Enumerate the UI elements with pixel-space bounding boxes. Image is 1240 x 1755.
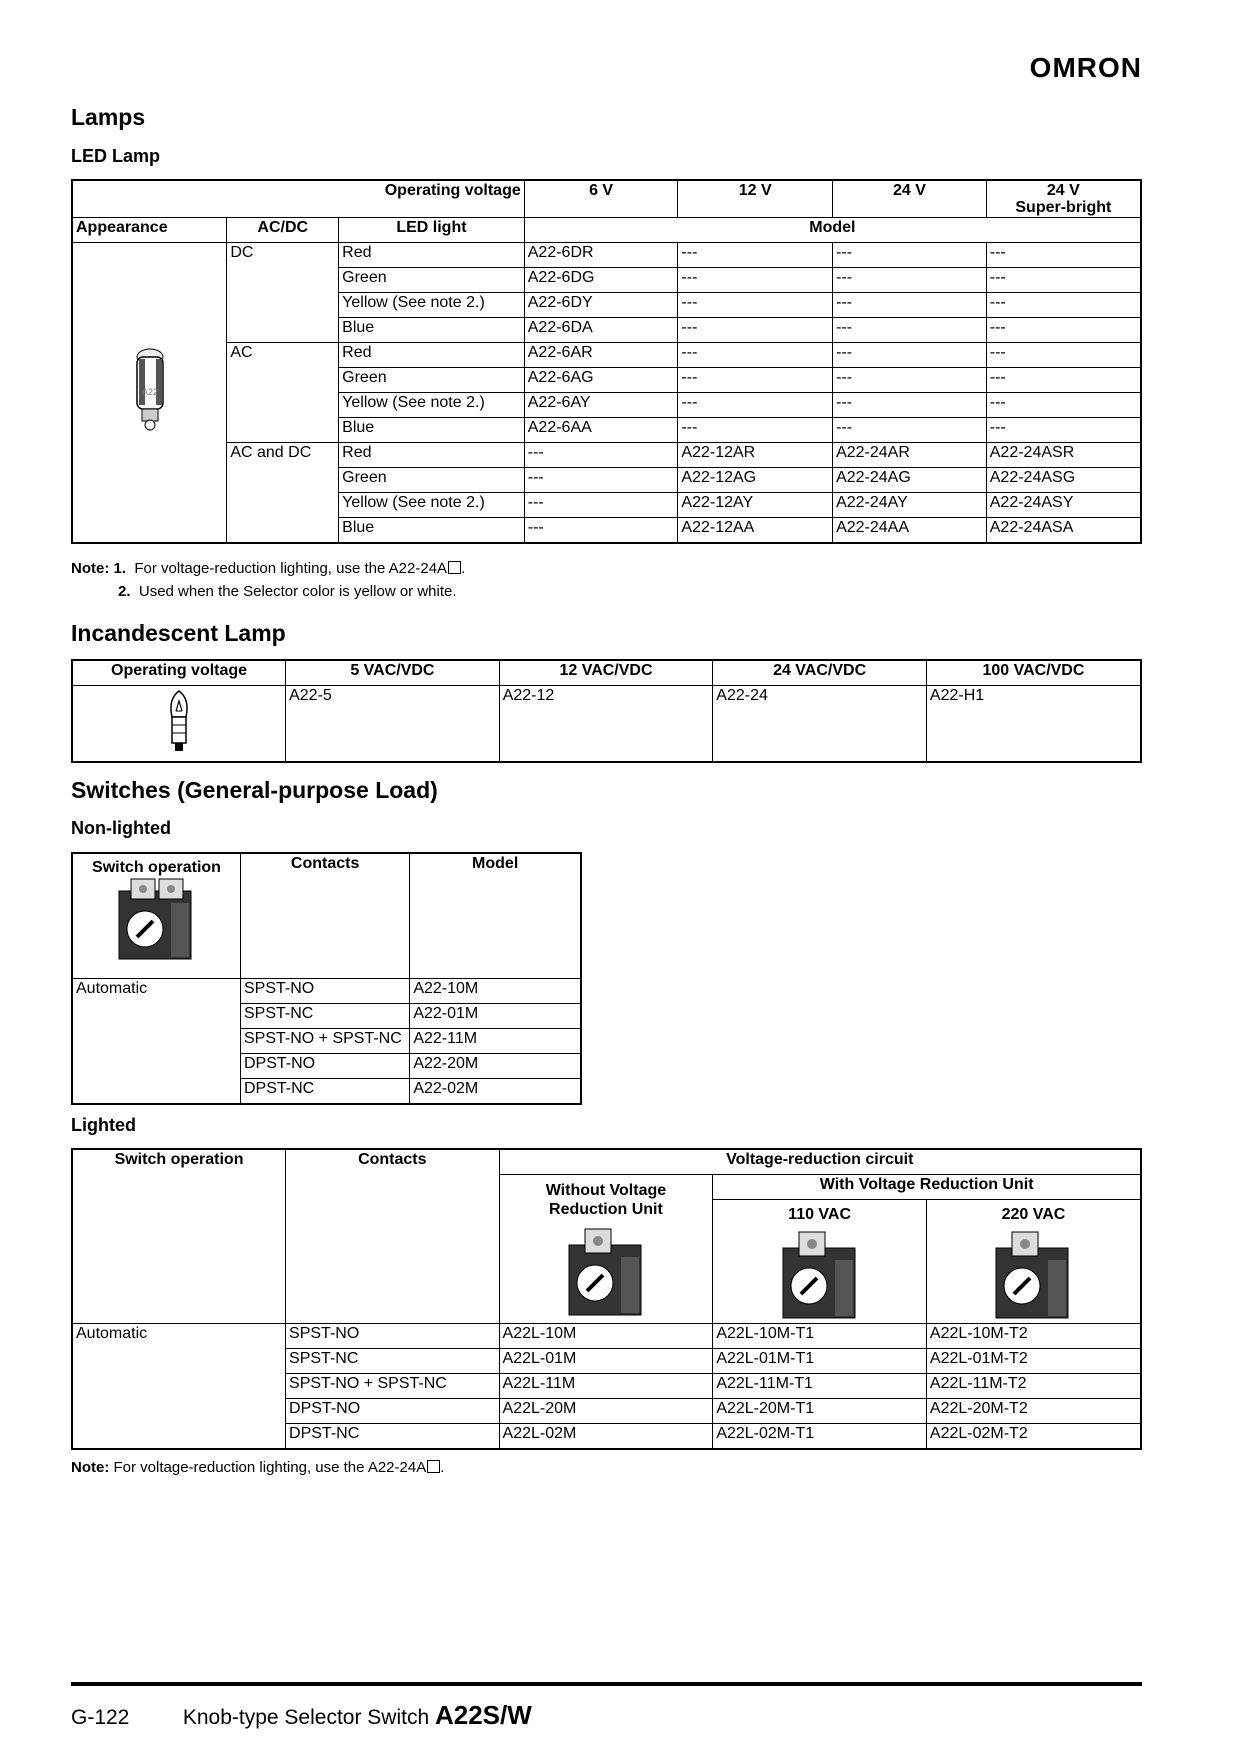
note-2-text: Used when the Selector color is yellow or white. bbox=[138, 583, 457, 600]
led-note-1: Note: 1. For voltage-reduction lighting, use the A22-24A . bbox=[71, 560, 466, 577]
l-hdr-without bbox=[499, 1175, 713, 1324]
model-24v-superbright: --- bbox=[986, 268, 1141, 293]
model-12v: --- bbox=[678, 418, 833, 443]
model-6v: --- bbox=[524, 468, 678, 493]
incandescent-table bbox=[71, 659, 1142, 763]
nl-model: A22-10M bbox=[410, 978, 581, 1003]
model-24v-superbright: A22-24ASA bbox=[986, 518, 1141, 544]
model-6v: --- bbox=[524, 443, 678, 468]
model-24v: --- bbox=[833, 243, 987, 268]
hdr-24v-superbright bbox=[986, 180, 1141, 218]
model-24v: A22-24AR bbox=[833, 443, 987, 468]
l-model-without: A22L-11M bbox=[499, 1374, 713, 1399]
l-hdr-with: With Voltage Reduction Unit bbox=[713, 1175, 1141, 1200]
square-symbol-icon bbox=[427, 1460, 440, 1473]
l-contacts: DPST-NC bbox=[286, 1424, 500, 1450]
table-row bbox=[72, 243, 1141, 268]
switch-note-label: Note: bbox=[71, 1459, 110, 1476]
page-number: G-122 bbox=[71, 1706, 130, 1729]
led-color: Red bbox=[339, 343, 525, 368]
hdr-6v: 6 V bbox=[524, 180, 678, 218]
l-contacts: SPST-NO bbox=[286, 1324, 500, 1349]
hdr-24v: 24 V bbox=[833, 180, 987, 218]
incandescent-heading: Incandescent Lamp bbox=[71, 620, 286, 646]
footer-rule bbox=[71, 1682, 1142, 1686]
l-model-220: A22L-02M-T2 bbox=[926, 1424, 1141, 1450]
l-model-110: A22L-10M-T1 bbox=[713, 1324, 927, 1349]
nonlighted-heading: Non-lighted bbox=[71, 818, 171, 838]
model-6v: A22-6AG bbox=[524, 368, 678, 393]
nl-model: A22-02M bbox=[410, 1078, 581, 1104]
nl-hdr-contacts: Contacts bbox=[240, 853, 409, 978]
table-row bbox=[72, 1324, 1141, 1349]
model-24v: --- bbox=[833, 293, 987, 318]
model-6v: A22-6AR bbox=[524, 343, 678, 368]
l-contacts: SPST-NC bbox=[286, 1349, 500, 1374]
nl-hdr-operation-label: Switch operation bbox=[92, 859, 221, 876]
nonlighted-table bbox=[71, 852, 582, 1105]
nl-hdr-operation bbox=[72, 853, 240, 978]
model-24v-superbright: --- bbox=[986, 418, 1141, 443]
model-12v: --- bbox=[678, 368, 833, 393]
footer-title: Knob-type Selector Switch bbox=[182, 1706, 430, 1729]
hdr-12v: 12 V bbox=[678, 180, 833, 218]
acdc-cell: AC and DC bbox=[227, 443, 339, 544]
model-12v: A22-12AA bbox=[678, 518, 833, 544]
model-6v: A22-6DA bbox=[524, 318, 678, 343]
l-model-220: A22L-11M-T2 bbox=[926, 1374, 1141, 1399]
l-model-without: A22L-20M bbox=[499, 1399, 713, 1424]
model-24v: --- bbox=[833, 268, 987, 293]
hdr-acdc: AC/DC bbox=[227, 218, 339, 243]
nl-model: A22-11M bbox=[410, 1028, 581, 1053]
table-row bbox=[72, 978, 581, 1003]
l-model-without: A22L-10M bbox=[499, 1324, 713, 1349]
l-model-without: A22L-01M bbox=[499, 1349, 713, 1374]
switch-unit-icon bbox=[113, 877, 199, 963]
switch-unit-icon bbox=[563, 1227, 649, 1319]
model-12v: --- bbox=[678, 343, 833, 368]
model-6v: --- bbox=[524, 493, 678, 518]
l-model-220: A22L-20M-T2 bbox=[926, 1399, 1141, 1424]
model-24v: A22-24AA bbox=[833, 518, 987, 544]
incandescent-lamp-image bbox=[72, 686, 286, 763]
model-6v: A22-6AA bbox=[524, 418, 678, 443]
l-model-without: A22L-02M bbox=[499, 1424, 713, 1450]
l-hdr-220-label: 220 VAC bbox=[1001, 1206, 1066, 1223]
hdr-24v-sb-voltage: 24 V bbox=[1046, 182, 1080, 199]
l-hdr-220 bbox=[926, 1200, 1141, 1324]
square-symbol-icon bbox=[448, 561, 461, 574]
acdc-cell: AC bbox=[227, 343, 339, 443]
switch-unit-icon bbox=[777, 1230, 863, 1322]
hdr-operating-voltage: Operating voltage bbox=[72, 180, 524, 218]
nl-contacts: DPST-NC bbox=[240, 1078, 409, 1104]
lighted-heading: Lighted bbox=[71, 1115, 136, 1135]
note-1-number: 1. bbox=[113, 560, 127, 577]
l-operation: Automatic bbox=[72, 1324, 286, 1450]
led-color: Green bbox=[339, 468, 525, 493]
l-contacts: DPST-NO bbox=[286, 1399, 500, 1424]
model-6v: --- bbox=[524, 518, 678, 544]
model-24v-superbright: --- bbox=[986, 343, 1141, 368]
incandescent-bulb-icon bbox=[164, 687, 194, 755]
model-24v-superbright: --- bbox=[986, 293, 1141, 318]
footer bbox=[71, 1700, 532, 1731]
l-hdr-110 bbox=[713, 1200, 927, 1324]
model-12v: --- bbox=[678, 293, 833, 318]
model-24v-superbright: --- bbox=[986, 393, 1141, 418]
model-24v: A22-24AG bbox=[833, 468, 987, 493]
model-12v: A22-12AG bbox=[678, 468, 833, 493]
model-24v: --- bbox=[833, 393, 987, 418]
nl-contacts: SPST-NO bbox=[240, 978, 409, 1003]
l-hdr-vrc: Voltage-reduction circuit bbox=[499, 1149, 1141, 1175]
acdc-cell: DC bbox=[227, 243, 339, 343]
footer-model: A22S/W bbox=[434, 1700, 532, 1730]
l-model-110: A22L-02M-T1 bbox=[713, 1424, 927, 1450]
led-color: Blue bbox=[339, 318, 525, 343]
model-12v: A22-12AY bbox=[678, 493, 833, 518]
led-notes bbox=[71, 557, 465, 603]
nl-contacts: SPST-NC bbox=[240, 1003, 409, 1028]
nl-operation: Automatic bbox=[72, 978, 240, 1104]
led-lamp-image bbox=[72, 243, 227, 544]
hdr-superbright: Super-bright bbox=[1015, 199, 1112, 216]
nl-model: A22-20M bbox=[410, 1053, 581, 1078]
model-24v: --- bbox=[833, 318, 987, 343]
l-hdr-without-label: Without Voltage Reduction Unit bbox=[545, 1182, 667, 1218]
model-12v: --- bbox=[678, 243, 833, 268]
l-hdr-operation: Switch operation bbox=[72, 1149, 286, 1324]
inc-model-24v: A22-24 bbox=[713, 686, 927, 763]
l-model-110: A22L-11M-T1 bbox=[713, 1374, 927, 1399]
switches-heading: Switches (General-purpose Load) bbox=[71, 777, 438, 803]
model-24v-superbright: A22-24ASR bbox=[986, 443, 1141, 468]
led-lamp-table bbox=[71, 179, 1142, 544]
nl-contacts: DPST-NO bbox=[240, 1053, 409, 1078]
hdr-appearance: Appearance bbox=[72, 218, 227, 243]
note-2-number: 2. bbox=[118, 583, 131, 600]
led-lamp-icon bbox=[130, 345, 170, 435]
led-color: Blue bbox=[339, 518, 525, 544]
model-24v: --- bbox=[833, 343, 987, 368]
inc-hdr-24v: 24 VAC/VDC bbox=[713, 660, 927, 686]
model-24v-superbright: --- bbox=[986, 368, 1141, 393]
switch-unit-icon bbox=[990, 1230, 1076, 1322]
l-model-110: A22L-01M-T1 bbox=[713, 1349, 927, 1374]
note-label: Note: bbox=[71, 560, 110, 577]
model-24v-superbright: A22-24ASY bbox=[986, 493, 1141, 518]
model-24v-superbright: A22-24ASG bbox=[986, 468, 1141, 493]
l-model-110: A22L-20M-T1 bbox=[713, 1399, 927, 1424]
model-12v: A22-12AR bbox=[678, 443, 833, 468]
model-6v: A22-6AY bbox=[524, 393, 678, 418]
l-model-220: A22L-10M-T2 bbox=[926, 1324, 1141, 1349]
model-6v: A22-6DY bbox=[524, 293, 678, 318]
l-hdr-contacts: Contacts bbox=[286, 1149, 500, 1324]
led-color: Green bbox=[339, 368, 525, 393]
model-12v: --- bbox=[678, 393, 833, 418]
l-hdr-110-label: 110 VAC bbox=[788, 1206, 852, 1223]
l-model-220: A22L-01M-T2 bbox=[926, 1349, 1141, 1374]
model-6v: A22-6DR bbox=[524, 243, 678, 268]
model-24v-superbright: --- bbox=[986, 318, 1141, 343]
omron-logo: OMRON bbox=[1029, 52, 1142, 83]
model-24v: A22-24AY bbox=[833, 493, 987, 518]
led-color: Red bbox=[339, 443, 525, 468]
l-contacts: SPST-NO + SPST-NC bbox=[286, 1374, 500, 1399]
model-12v: --- bbox=[678, 268, 833, 293]
led-color: Blue bbox=[339, 418, 525, 443]
lamps-heading: Lamps bbox=[71, 104, 146, 130]
inc-model-12v: A22-12 bbox=[499, 686, 713, 763]
table-row bbox=[72, 343, 1141, 368]
led-note-2 bbox=[71, 580, 465, 603]
nl-hdr-model: Model bbox=[410, 853, 581, 978]
hdr-model: Model bbox=[524, 218, 1141, 243]
inc-hdr-100v: 100 VAC/VDC bbox=[926, 660, 1141, 686]
led-lamp-heading: LED Lamp bbox=[71, 146, 161, 166]
inc-hdr-5v: 5 VAC/VDC bbox=[286, 660, 500, 686]
switch-note-text: For voltage-reduction lighting, use the A22-24A bbox=[113, 1459, 427, 1476]
lamp-marking: A22 bbox=[141, 387, 158, 397]
hdr-led-light: LED light bbox=[339, 218, 525, 243]
model-24v: --- bbox=[833, 418, 987, 443]
led-color: Yellow (See note 2.) bbox=[339, 493, 525, 518]
model-24v-superbright: --- bbox=[986, 243, 1141, 268]
nl-model: A22-01M bbox=[410, 1003, 581, 1028]
switch-note: Note: For voltage-reduction lighting, use the A22-24A . bbox=[71, 1459, 445, 1476]
model-12v: --- bbox=[678, 318, 833, 343]
lighted-table bbox=[71, 1148, 1142, 1450]
nl-contacts: SPST-NO + SPST-NC bbox=[240, 1028, 409, 1053]
led-color: Yellow (See note 2.) bbox=[339, 393, 525, 418]
note-1-text: For voltage-reduction lighting, use the A22-24A bbox=[134, 560, 448, 577]
led-color: Green bbox=[339, 268, 525, 293]
inc-model-5v: A22-5 bbox=[286, 686, 500, 763]
inc-hdr-opv: Operating voltage bbox=[72, 660, 286, 686]
inc-hdr-12v: 12 VAC/VDC bbox=[499, 660, 713, 686]
table-row bbox=[72, 443, 1141, 468]
inc-model-100v: A22-H1 bbox=[926, 686, 1141, 763]
led-color: Yellow (See note 2.) bbox=[339, 293, 525, 318]
led-color: Red bbox=[339, 243, 525, 268]
model-6v: A22-6DG bbox=[524, 268, 678, 293]
model-24v: --- bbox=[833, 368, 987, 393]
